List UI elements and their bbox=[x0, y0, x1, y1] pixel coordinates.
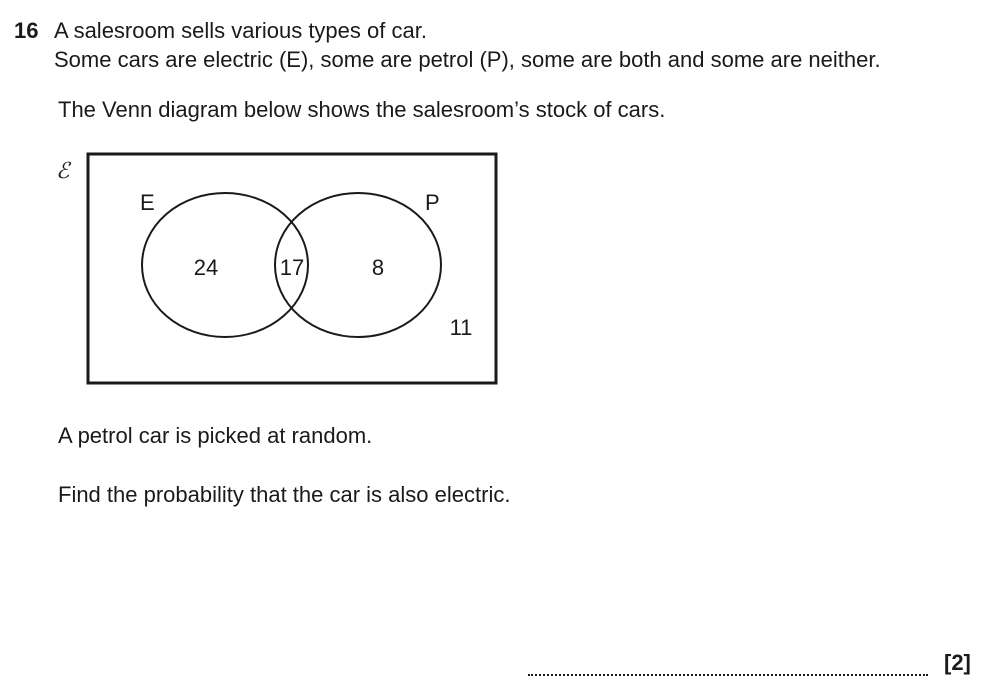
diagram-intro: The Venn diagram below shows the salesroom’s stock of cars. bbox=[58, 97, 666, 122]
set-e-label: E bbox=[140, 190, 155, 215]
both-value: 17 bbox=[279, 255, 305, 280]
only-p-value: 8 bbox=[371, 255, 385, 280]
venn-diagram bbox=[50, 148, 510, 388]
intro-line-1: A salesroom sells various types of car. bbox=[54, 18, 427, 43]
intro-line-2: Some cars are electric (E), some are petrol (P), some are both and some are neither. bbox=[54, 47, 881, 72]
universal-set-symbol: ℰ bbox=[56, 159, 70, 184]
prompt-line-2: Find the probability that the car is also electric. bbox=[58, 482, 511, 507]
question-number: 16 bbox=[14, 18, 39, 43]
only-e-value: 24 bbox=[193, 255, 219, 280]
set-p-label: P bbox=[425, 190, 440, 215]
neither-value: 11 bbox=[449, 315, 473, 340]
answer-line[interactable] bbox=[528, 674, 928, 676]
marks-label: [2] bbox=[944, 650, 971, 675]
prompt-line-1: A petrol car is picked at random. bbox=[58, 423, 373, 448]
